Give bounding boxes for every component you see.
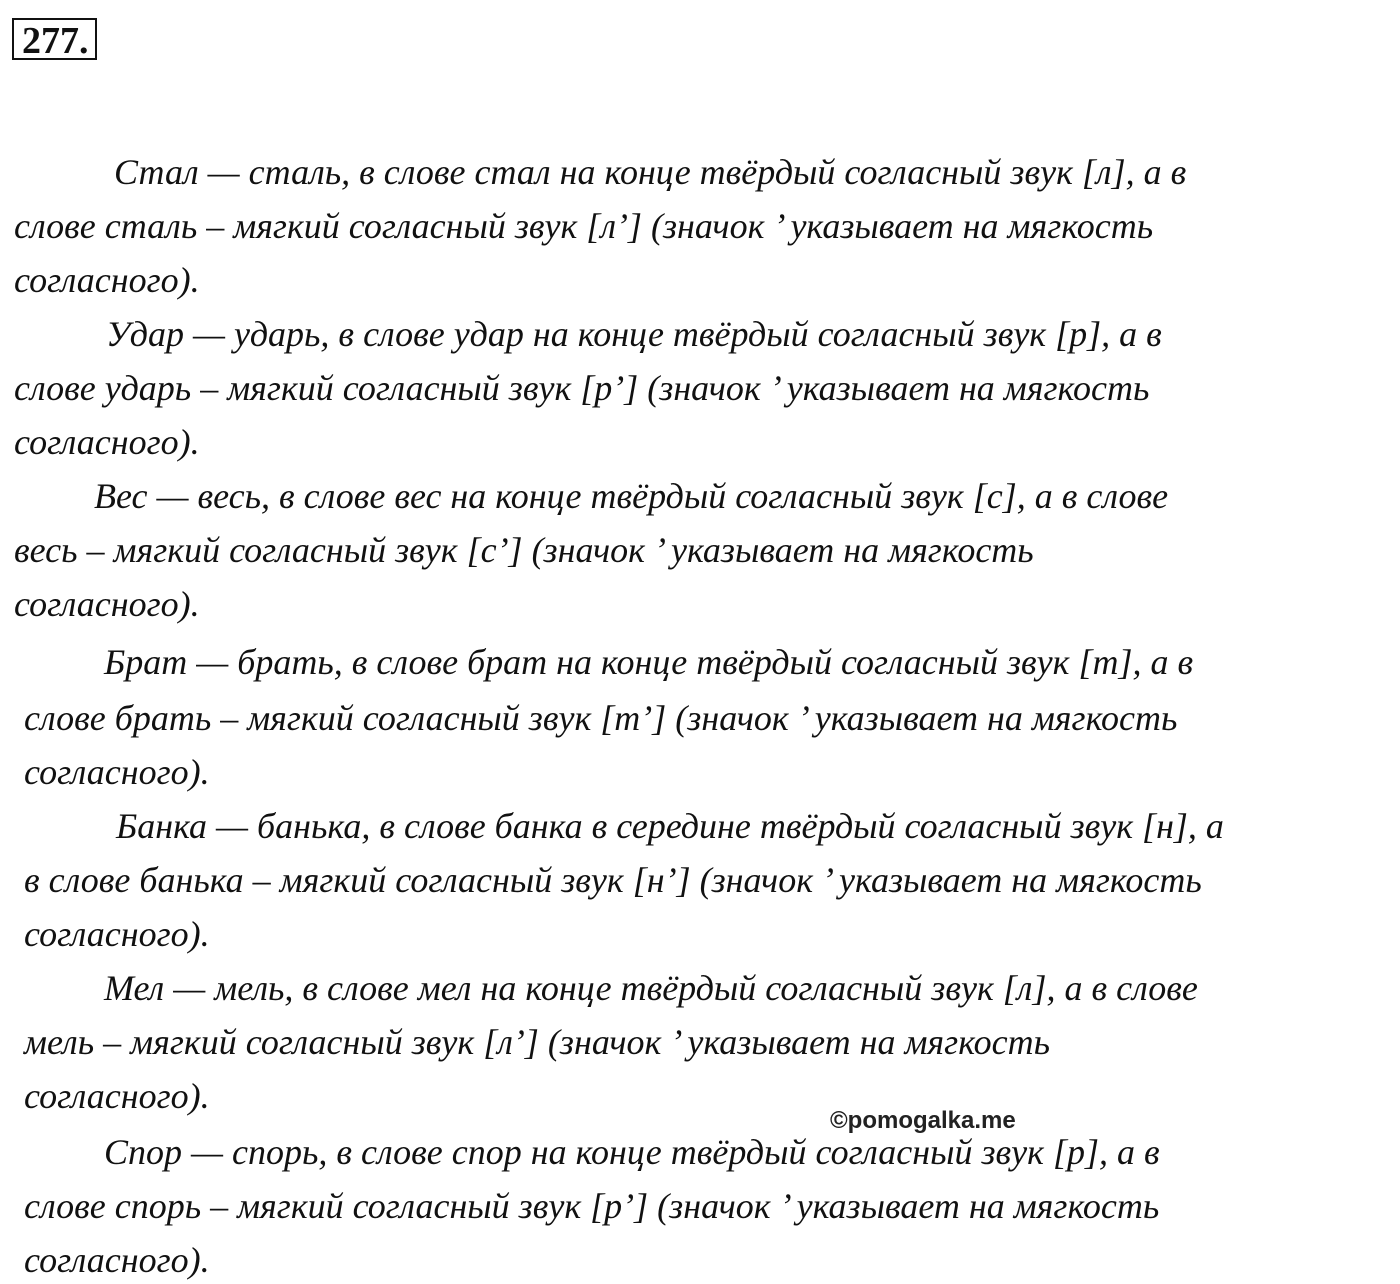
paragraph-1-line-1: Стал — сталь, в слове стал на конце твёрдый согласный звук [л], а в — [114, 152, 1187, 192]
paragraph-6-line-1: Мел — мель, в слове мел на конце твёрдый согласный звук [л], а в слове — [104, 968, 1198, 1008]
paragraph-6-line-3: согласного). — [24, 1076, 210, 1116]
paragraph-4-line-1: Брат — брать, в слове брат на конце твёрдый согласный звук [т], а в — [104, 642, 1194, 682]
paragraph-6-line-2: мель – мягкий согласный звук [л’] (значок ’ указывает на мягкость — [24, 1022, 1051, 1062]
paragraph-2-line-2: слове ударь – мягкий согласный звук [р’] (значок ’ указывает на мягкость — [14, 368, 1150, 408]
task-number: 277. — [12, 18, 97, 60]
paragraph-1-line-2: слове сталь – мягкий согласный звук [л’] (значок ’ указывает на мягкость — [14, 206, 1154, 246]
paragraph-3-line-2: весь – мягкий согласный звук [с’] (значок ’ указывает на мягкость — [14, 530, 1034, 570]
paragraph-7-line-1: Спор — спорь, в слове спор на конце твёрдый согласный звук [р], а в — [104, 1132, 1160, 1172]
paragraph-7-line-2: слове спорь – мягкий согласный звук [р’] (значок ’ указывает на мягкость — [24, 1186, 1160, 1226]
paragraph-3-line-3: согласного). — [14, 584, 200, 624]
paragraph-5-line-3: согласного). — [24, 914, 210, 954]
watermark: ©pomogalka.me — [830, 1107, 1016, 1134]
paragraph-1-line-3: согласного). — [14, 260, 200, 300]
paragraph-2-line-3: согласного). — [14, 422, 200, 462]
paragraph-5-line-2: в слове банька – мягкий согласный звук [н’] (значок ’ указывает на мягкость — [24, 860, 1202, 900]
paragraph-4-line-3: согласного). — [24, 752, 210, 792]
paragraph-2-line-1: Удар — ударь, в слове удар на конце твёрдый согласный звук [р], а в — [106, 314, 1162, 354]
paragraph-5-line-1: Банка — банька, в слове банка в середине твёрдый согласный звук [н], а — [116, 806, 1224, 846]
paragraph-4-line-2: слове брать – мягкий согласный звук [т’] (значок ’ указывает на мягкость — [24, 698, 1178, 738]
paragraph-7-line-3: согласного). — [24, 1240, 210, 1280]
paragraph-3-line-1: Вес — весь, в слове вес на конце твёрдый согласный звук [с], а в слове — [94, 476, 1169, 516]
